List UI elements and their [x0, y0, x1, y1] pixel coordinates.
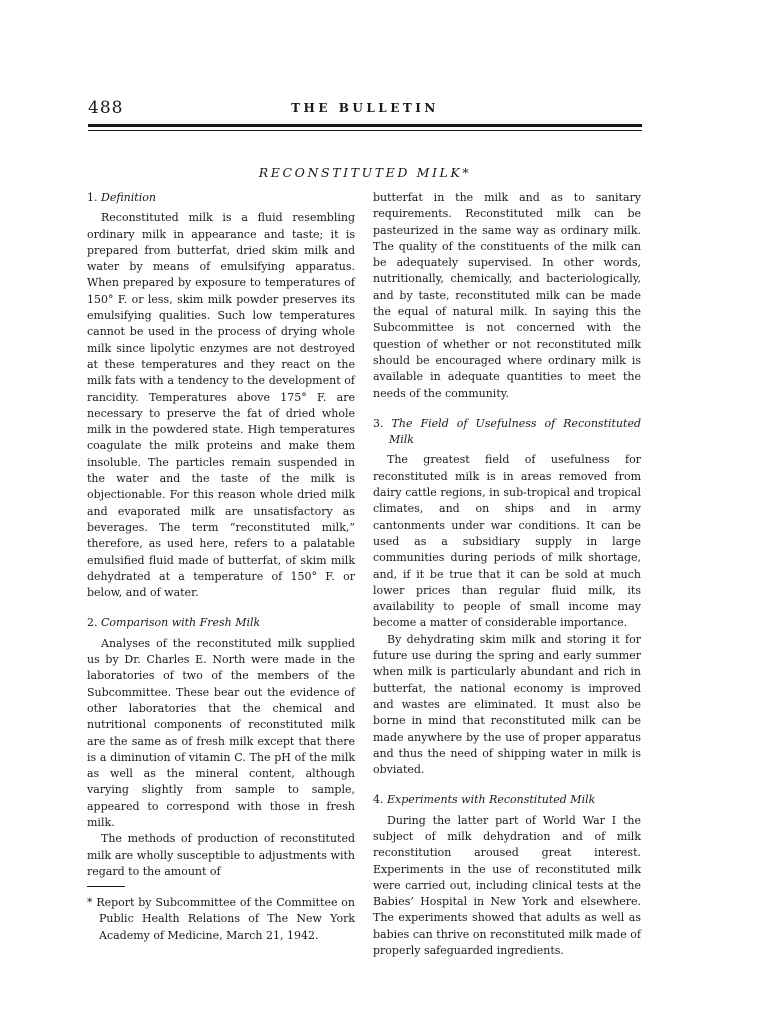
running-head: THE BULLETIN — [291, 101, 439, 115]
experiments-paragraph: During the latter part of World War I the subject of milk dehydration and of milk reconstitution aroused great interest. Experiments in the use of reconstituted milk were carried out, including clinical tests at the Babies’ Hospital in New York and elsewhere. The experiments showed that adults as well as babies can thrive on reconstituted milk made of properly safeguarded ingredients. — [373, 813, 641, 958]
section-number: 3. — [373, 416, 384, 430]
usefulness-paragraph-1: The greatest field of usefulness for reconstituted milk is in areas removed from dairy cattle regions, in sub-tropical and tropical climates, and on ships and in army cantonments under war conditions. It can be used as a subsidiary supply in large communities during periods of milk shortage, and, if it be true that it can be sold at much lower prices than regular fluid milk, its availability to people of small income may become a matter of considerable importance. — [373, 453, 641, 630]
section-number: 4. — [373, 793, 384, 807]
footnote-rule — [87, 886, 125, 887]
footnote: * Report by Subcommittee of the Committee on Public Health Relations of The New York Academy of Medicine, March 21, 1942. — [87, 896, 355, 942]
section-heading-experiments — [373, 792, 641, 808]
header-rule-thin — [88, 130, 642, 131]
section-number: 1. — [87, 191, 98, 204]
section-heading-definition — [87, 190, 355, 206]
section-title: The Field of Usefulness of Reconstituted Milk — [389, 416, 641, 447]
section-title: Definition — [101, 191, 156, 204]
page-header — [88, 98, 642, 124]
section-number: 2. — [87, 616, 98, 630]
section-title: Comparison with Fresh Milk — [101, 616, 261, 630]
comparison-paragraph-2-start: The methods of production of reconstituted milk are wholly susceptible to adjustments with regard to the amount of — [87, 832, 355, 878]
section-heading-comparison — [87, 615, 355, 631]
comparison-paragraph-2-continued: butterfat in the milk and as to sanitary requirements. Reconstituted milk can be pasteurized in the same way as ordinary milk. The quality of the constituents of the milk can be adequately supervised. In other words, nutritionally, chemically, and bacteriologically, and by taste, reconstituted milk can be made the equal of natural milk. In saying this the Subcommittee is not concerned with the question of whether or not reconstituted milk should be encouraged where ordinary milk is available in adequate quantities to meet the needs of the community. — [373, 191, 641, 400]
usefulness-paragraph-2: By dehydrating skim milk and storing it for future use during the spring and early summer when milk is particularly abundant and rich in butterfat, the national economy is improved and wastes are eliminated. It must also be borne in mind that reconstituted milk can be made anywhere by the use of proper apparatus and thus the need of shipping water in milk is obviated. — [373, 632, 641, 777]
section-title: Experiments with Reconstituted Milk — [387, 793, 596, 807]
comparison-paragraph-1: Analyses of the reconstituted milk supplied us by Dr. Charles E. North were made in the laboratories of two of the members of the Subcommittee. These bear out the evidence of other laboratories that the chemical and nutritional components of reconstituted milk are the same as of fresh milk except that there is a diminution of vitamin C. The pH of the milk as well as the mineral content, although varying slightly from sample to sample, appeared to correspond with those in fresh milk. — [87, 636, 355, 829]
header-rule-thick — [88, 124, 642, 127]
section-heading-usefulness — [373, 416, 641, 449]
definition-paragraph: Reconstituted milk is a fluid resembling ordinary milk in appearance and taste; it is prepared from butterfat, dried skim milk and water by means of emulsifying apparatus. When prepared by exposure to temperatures of 150° F. or less, skim milk powder preserves its emulsifying qualities. Such low temperatures cannot be used in the process of drying whole milk since lipolytic enzymes are not destroyed at these temperatures and they react on the milk fats with a tendency to the development of rancidity. Temperatures above 175° F. are necessary to preserve the fat of dried whole milk in the powdered state. High temperatures coagulate the milk proteins and make them insoluble. The particles remain suspended in the water and the taste of the milk is objectionable. For this reason whole dried milk and evaporated milk are unsatisfactory as beverages. The term “reconstituted milk,” therefore, as used here, refers to a palatable emulsified fluid made of butterfat, of skim milk dehydrated at a temperature of 150° F. or below, and of water. — [87, 211, 355, 600]
page-number: 488 — [88, 98, 124, 118]
right-column — [373, 190, 641, 959]
left-column — [87, 190, 355, 944]
article-title: RECONSTITUTED MILK* — [258, 165, 472, 180]
